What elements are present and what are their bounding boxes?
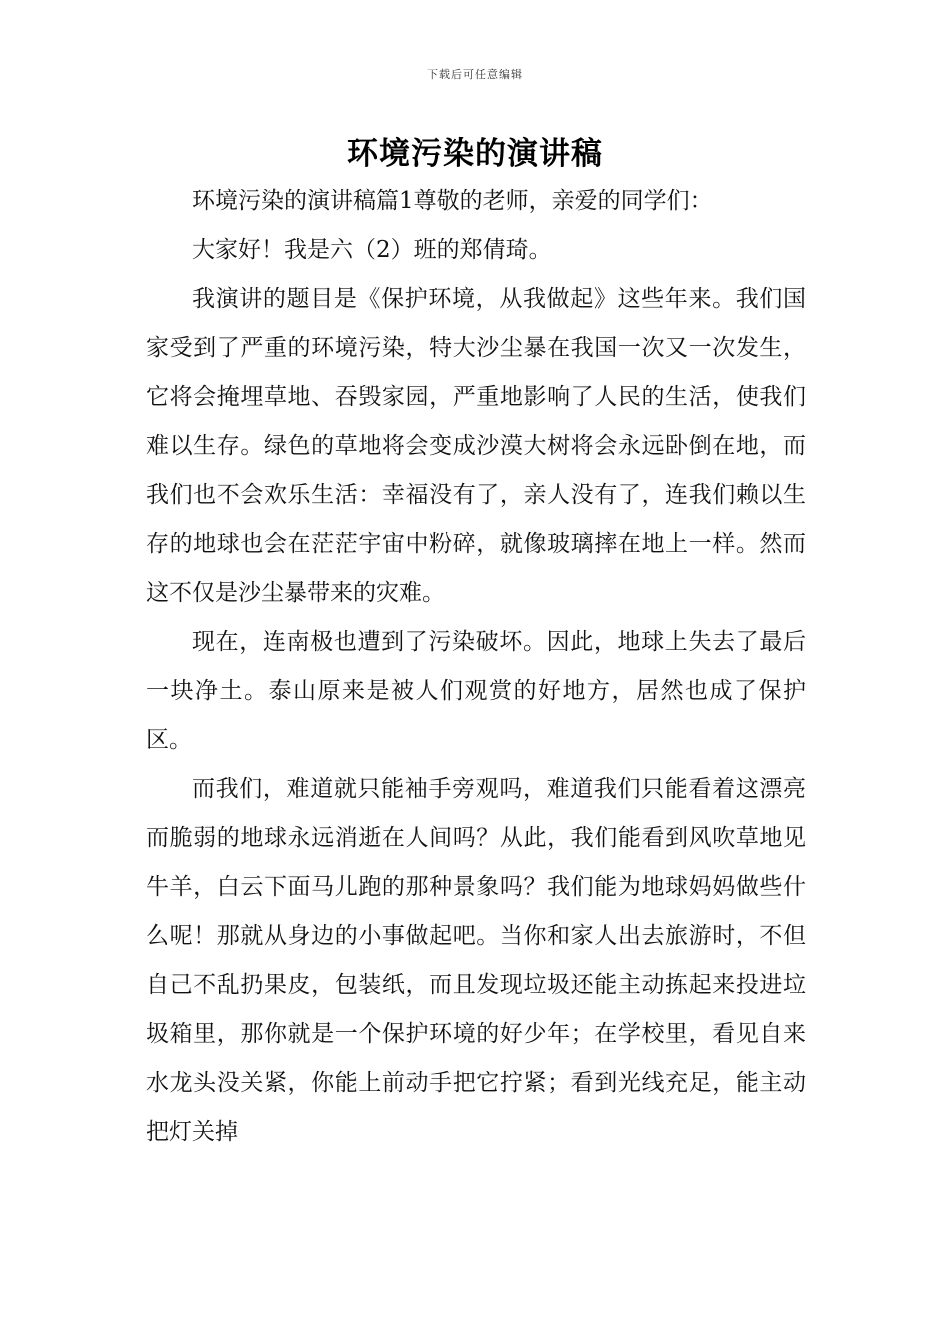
paragraph-4: 现在，连南极也遭到了污染破坏。因此，地球上失去了最后一块净土。泰山原来是被人们观赏的好地方，居然也成了保护区。: [146, 629, 806, 753]
paragraph-1: 环境污染的演讲稿篇1尊敬的老师，亲爱的同学们：: [192, 188, 713, 214]
paragraph-2: 大家好！我是六（2）班的郑倩琦。: [192, 237, 552, 263]
document-body: [146, 177, 806, 1157]
document-title: 环境污染的演讲稿: [347, 136, 603, 172]
paragraph-3: 我演讲的题目是《保护环境，从我做起》这些年来。我们国家受到了严重的环境污染，特大沙尘暴在我国一次又一次发生，它将会掩埋草地、吞毁家园，严重地影响了人民的生活，使我们难以生存。绿色的草地将会变成沙漠大树将会永远卧倒在地，而我们也不会欢乐生活：幸福没有了，亲人没有了，连我们赖以生存的地球也会在茫茫宇宙中粉碎，就像玻璃摔在地上一样。然而这不仅是沙尘暴带来的灾难。: [146, 286, 806, 606]
paragraph-5: 而我们，难道就只能袖手旁观吗，难道我们只能看着这漂亮而脆弱的地球永远消逝在人间吗？从此，我们能看到风吹草地见牛羊，白云下面马儿跑的那种景象吗？我们能为地球妈妈做些什么呢！那就从身边的小事做起吧。当你和家人出去旅游时，不但自己不乱扔果皮，包装纸，而且发现垃圾还能主动拣起来投进垃圾箱里，那你就是一个保护环境的好少年；在学校里，看见自来水龙头没关紧，你能上前动手把它拧紧；看到光线充足，能主动把灯关掉: [146, 776, 806, 1145]
header-note: 下载后可任意编辑: [427, 68, 523, 81]
